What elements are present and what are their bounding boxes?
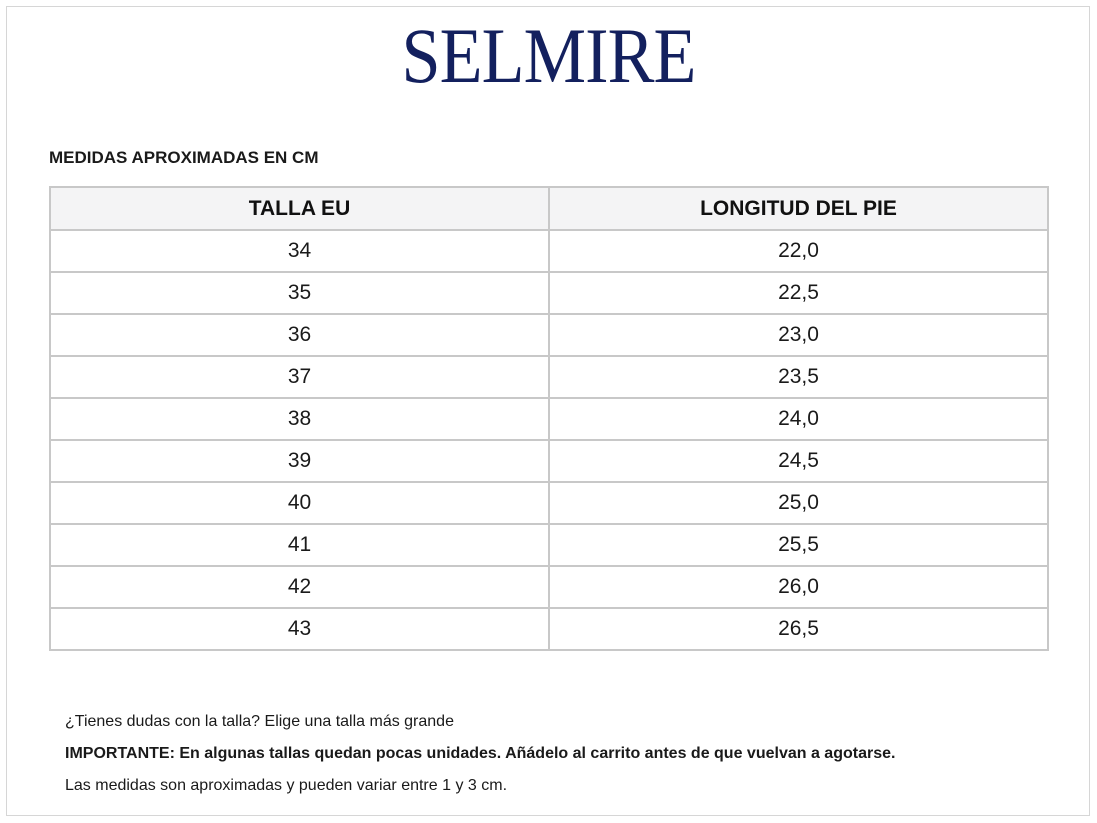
length-cell: 26,5 <box>549 608 1048 650</box>
size-cell: 43 <box>50 608 549 650</box>
size-table <box>49 186 1049 651</box>
measurement-disclaimer: Las medidas son aproximadas y pueden variar entre 1 y 3 cm. <box>65 777 508 794</box>
size-cell: 39 <box>50 440 549 482</box>
table-row <box>50 482 1048 524</box>
important-text: En algunas tallas quedan pocas unidades. Añádelo al carrito antes de que vuelvan a agotarse. <box>174 745 896 762</box>
size-cell: 37 <box>50 356 549 398</box>
length-cell: 22,0 <box>549 230 1048 272</box>
size-cell: 38 <box>50 398 549 440</box>
column-header-size: TALLA EU <box>50 187 549 230</box>
size-cell: 35 <box>50 272 549 314</box>
table-row <box>50 398 1048 440</box>
table-row <box>50 356 1048 398</box>
table-row <box>50 314 1048 356</box>
important-notice <box>65 744 1065 764</box>
table-row <box>50 524 1048 566</box>
size-cell: 34 <box>50 230 549 272</box>
length-cell: 23,5 <box>549 356 1048 398</box>
table-row <box>50 608 1048 650</box>
length-cell: 26,0 <box>549 566 1048 608</box>
size-cell: 42 <box>50 566 549 608</box>
important-label: IMPORTANTE: <box>65 745 175 762</box>
table-header-row <box>50 187 1048 230</box>
size-cell: 40 <box>50 482 549 524</box>
table-row <box>50 440 1048 482</box>
notes <box>65 712 1065 796</box>
section-title: MEDIDAS APROXIMADAS EN CM <box>49 148 319 167</box>
table-row <box>50 230 1048 272</box>
size-tip: ¿Tienes dudas con la talla? Elige una talla más grande <box>65 713 454 730</box>
length-cell: 24,0 <box>549 398 1048 440</box>
size-cell: 41 <box>50 524 549 566</box>
length-cell: 25,5 <box>549 524 1048 566</box>
size-cell: 36 <box>50 314 549 356</box>
brand-logo: SELMIRE <box>401 12 696 99</box>
length-cell: 22,5 <box>549 272 1048 314</box>
column-header-foot-length: LONGITUD DEL PIE <box>549 187 1048 230</box>
length-cell: 24,5 <box>549 440 1048 482</box>
table-row <box>50 272 1048 314</box>
length-cell: 23,0 <box>549 314 1048 356</box>
table-row <box>50 566 1048 608</box>
length-cell: 25,0 <box>549 482 1048 524</box>
